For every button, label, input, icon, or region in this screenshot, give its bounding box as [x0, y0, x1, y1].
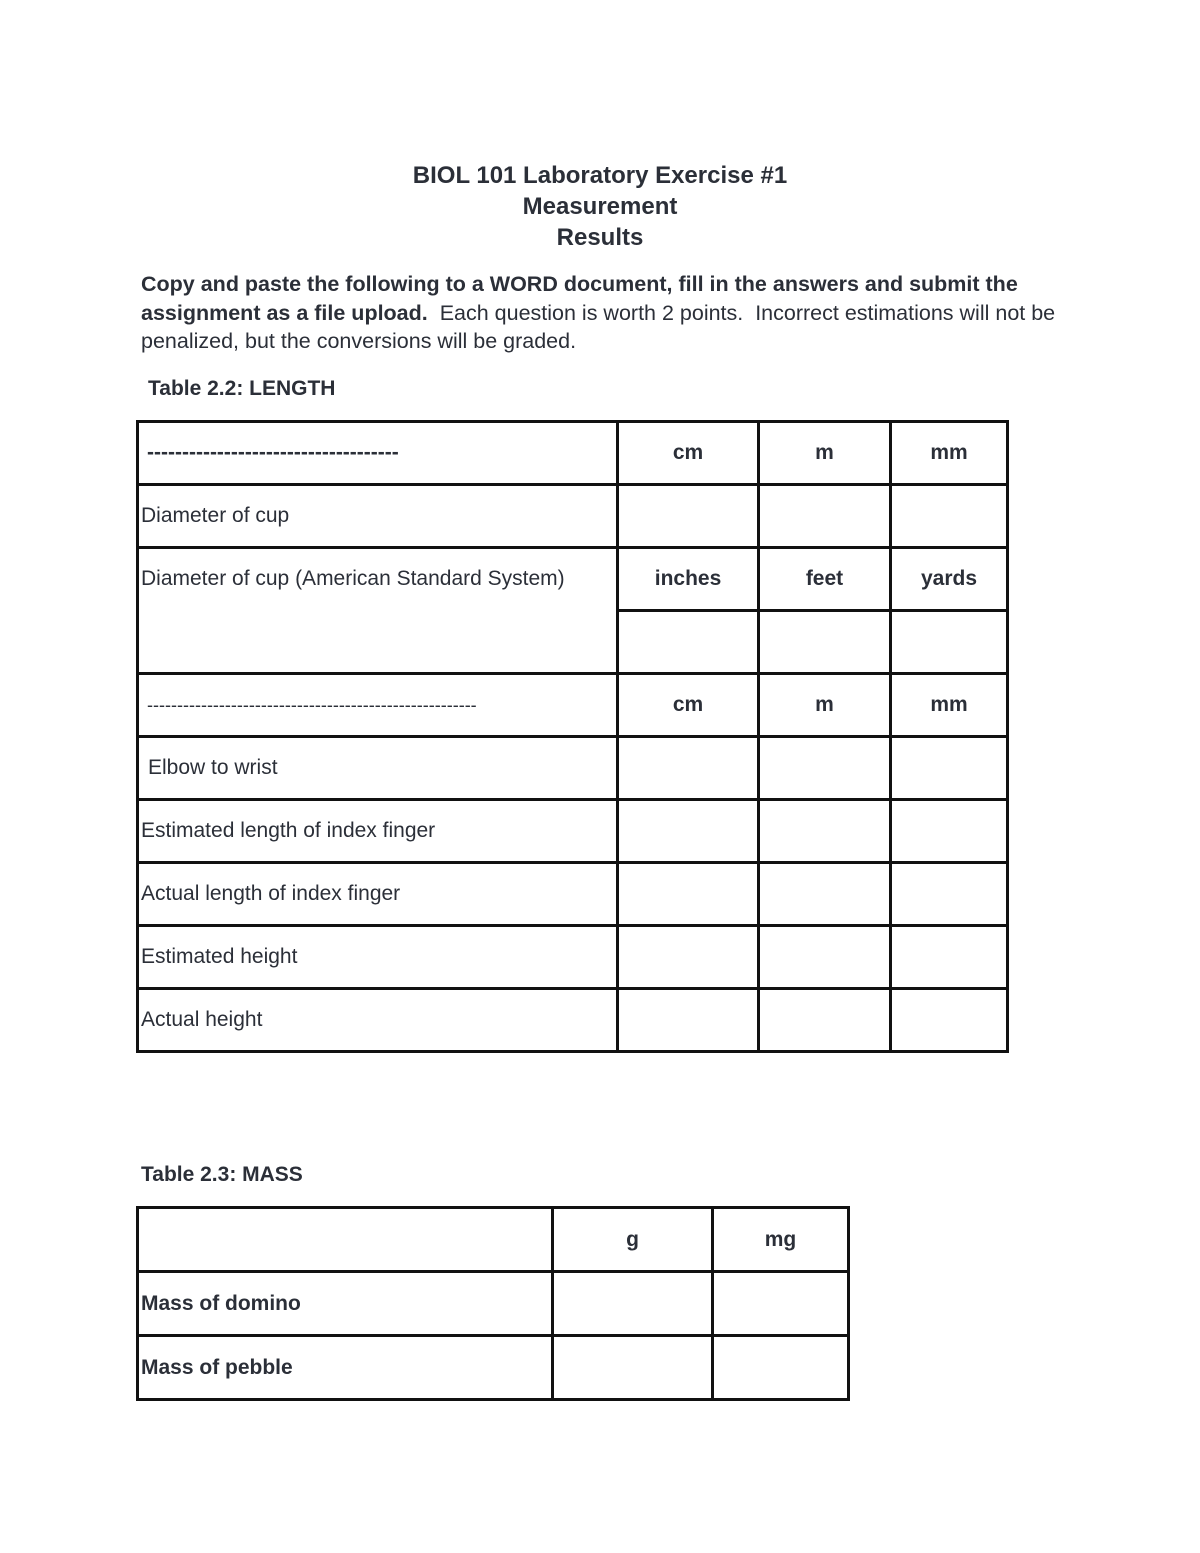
separator-dashes: -------------------------------------------------------	[138, 674, 618, 737]
table-row	[138, 1208, 849, 1272]
unit-m: m	[759, 674, 891, 737]
row-label-actual-height: Actual height	[138, 989, 618, 1052]
table-row	[138, 485, 1008, 548]
table-row	[138, 1336, 849, 1400]
instructions-bold: Copy and paste the following to a WORD document, fill in the answers and submit the assignment as a file upload.	[141, 272, 1018, 325]
answer-cell[interactable]	[759, 989, 891, 1052]
empty-header-cell	[138, 1208, 553, 1272]
answer-cell[interactable]	[891, 737, 1008, 800]
length-table	[136, 420, 1009, 1053]
answer-cell[interactable]	[618, 926, 759, 989]
row-label-estimated-height: Estimated height	[138, 926, 618, 989]
answer-cell[interactable]	[759, 800, 891, 863]
answer-cell[interactable]	[759, 863, 891, 926]
mass-table	[136, 1206, 850, 1401]
answer-cell[interactable]	[618, 611, 759, 674]
unit-mg: mg	[713, 1208, 849, 1272]
unit-g: g	[553, 1208, 713, 1272]
table-row	[138, 737, 1008, 800]
answer-cell[interactable]	[891, 926, 1008, 989]
row-label-diameter-cup: Diameter of cup	[138, 485, 618, 548]
table-row	[138, 422, 1008, 485]
instructions-paragraph	[141, 270, 1081, 356]
table-row	[138, 989, 1008, 1052]
answer-cell[interactable]	[759, 611, 891, 674]
answer-cell[interactable]	[891, 485, 1008, 548]
row-label-estimated-index-finger: Estimated length of index finger	[138, 800, 618, 863]
row-label-diameter-cup-american: Diameter of cup (American Standard System)	[138, 548, 618, 674]
answer-cell[interactable]	[553, 1272, 713, 1336]
table-row	[138, 863, 1008, 926]
instructions-normal: Each question is worth 2 points. Incorrect estimations will not be penalized, but the conversions will be graded.	[141, 300, 1062, 353]
row-label-mass-domino: Mass of domino	[138, 1272, 553, 1336]
row-label-elbow-to-wrist: Elbow to wrist	[138, 737, 618, 800]
answer-cell[interactable]	[891, 611, 1008, 674]
table-row	[138, 1272, 849, 1336]
table-row	[138, 800, 1008, 863]
answer-cell[interactable]	[891, 800, 1008, 863]
exercise-title: Measurement	[522, 193, 678, 220]
answer-cell[interactable]	[891, 989, 1008, 1052]
unit-cm: cm	[618, 422, 759, 485]
document-title	[0, 160, 1200, 253]
section-title: Results	[556, 224, 644, 251]
unit-inches: inches	[618, 548, 759, 611]
row-label-mass-pebble: Mass of pebble	[138, 1336, 553, 1400]
unit-m: m	[759, 422, 891, 485]
table-row	[138, 674, 1008, 737]
mass-table-caption: Table 2.3: MASS	[141, 1163, 303, 1186]
answer-cell[interactable]	[618, 989, 759, 1052]
unit-cm: cm	[618, 674, 759, 737]
header-dashes: ------------------------------------	[138, 422, 618, 485]
length-table-caption: Table 2.2: LENGTH	[148, 377, 336, 400]
answer-cell[interactable]	[713, 1336, 849, 1400]
unit-yards: yards	[891, 548, 1008, 611]
unit-feet: feet	[759, 548, 891, 611]
answer-cell[interactable]	[759, 926, 891, 989]
answer-cell[interactable]	[713, 1272, 849, 1336]
row-label-actual-index-finger: Actual length of index finger	[138, 863, 618, 926]
answer-cell[interactable]	[553, 1336, 713, 1400]
answer-cell[interactable]	[618, 863, 759, 926]
answer-cell[interactable]	[618, 485, 759, 548]
answer-cell[interactable]	[618, 737, 759, 800]
answer-cell[interactable]	[891, 863, 1008, 926]
answer-cell[interactable]	[759, 737, 891, 800]
unit-mm: mm	[891, 674, 1008, 737]
unit-mm: mm	[891, 422, 1008, 485]
course-title: BIOL 101 Laboratory Exercise #1	[412, 162, 788, 189]
table-row	[138, 548, 1008, 611]
answer-cell[interactable]	[618, 800, 759, 863]
table-row	[138, 926, 1008, 989]
answer-cell[interactable]	[759, 485, 891, 548]
